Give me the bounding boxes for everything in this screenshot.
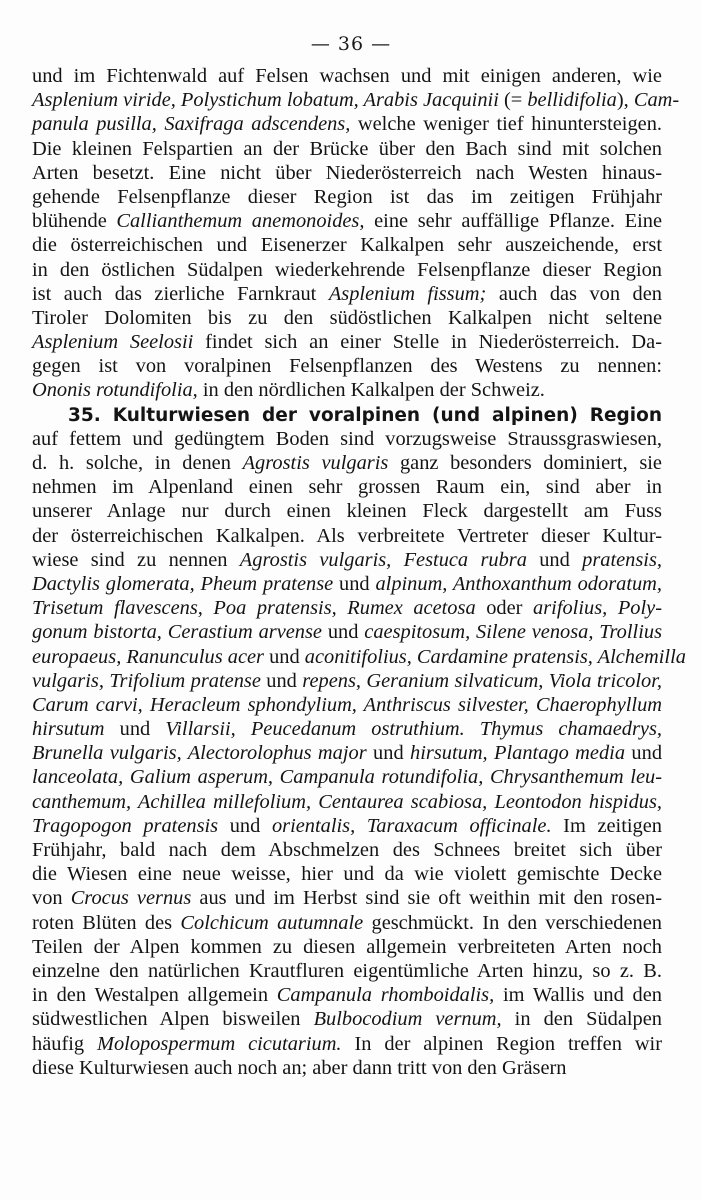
text-line <box>32 161 662 185</box>
species-name: aconitifolius, Cardamine pratensis, Alchemilla <box>304 645 686 668</box>
text-segment: die österreichischen und Eisenerzer Kalkalpen sehr auszeichende, erst <box>32 234 662 257</box>
species-name: arifolius, Poly- <box>533 597 662 620</box>
text-segment: Die kleinen Felspartien an der Brücke über den Bach sind mit solchen <box>32 137 662 160</box>
species-name: canthemum, Achillea millefolium, Centaurea scabiosa, Leontodon hispidus, <box>32 790 662 813</box>
text-segment: und <box>260 669 303 692</box>
species-name: gonum bistorta, Cerastium arvense <box>32 621 322 644</box>
text-segment: häufig <box>32 1032 97 1055</box>
text-line <box>32 838 662 862</box>
text-line <box>32 741 662 765</box>
text-segment: aus und im Herbst sind sie oft weithin mit den rosen- <box>191 887 662 910</box>
species-name: repens, Geranium silvaticum, Viola tricolor, <box>302 669 662 692</box>
text-segment: in den Westalpen allgemein <box>32 984 277 1007</box>
species-name: Campanula rhomboidalis, <box>276 984 495 1007</box>
text-line <box>32 572 662 596</box>
text-line <box>32 886 662 910</box>
species-name: orientalis, Taraxacum officinale. <box>271 814 552 837</box>
text-line <box>32 306 662 330</box>
text-line <box>32 935 662 959</box>
text-segment: und <box>322 621 365 644</box>
species-name: Colchicum autumnale <box>180 911 364 934</box>
text-segment: auch das von den <box>486 282 663 305</box>
text-line <box>32 524 662 548</box>
text-line <box>32 862 662 886</box>
text-segment: Teilen der Alpen kommen zu diesen allgemein verbreiteten Arten noch <box>32 935 662 958</box>
text-segment: diese Kulturwiesen auch noch an; aber dann tritt von den Gräsern <box>32 1056 567 1079</box>
text-segment: roten Blüten des <box>32 911 181 934</box>
species-name: Tragopogon pratensis <box>32 814 219 837</box>
text-segment: der österreichischen Kalkalpen. Als verbreitete Vertreter dieser Kultur- <box>32 524 662 547</box>
text-segment: einzelne den natürlichen Krautfluren eigentümliche Arten hinzu, so z. B. <box>32 959 662 982</box>
text-segment: blühende <box>32 210 117 233</box>
text-segment: Frühjahr, bald nach dem Abschmelzen des Schnees breitet sich über <box>32 839 662 861</box>
text-segment: die Wiesen eine neue weisse, hier und da wie violett gemischte Decke <box>32 863 662 886</box>
text-line <box>32 185 662 209</box>
text-segment: und im Fichtenwald auf Felsen wachsen und mit einigen anderen, wie <box>32 65 662 87</box>
species-name: Cam- <box>633 89 680 112</box>
text-line <box>32 717 662 741</box>
species-name: alpinum, Anthoxanthum odoratum, <box>375 572 663 595</box>
species-name: lanceolata, Galium asperum, Campanula rotundifolia, Chrysanthemum leu- <box>32 766 662 789</box>
text-segment: und <box>366 742 411 765</box>
text-segment: geschmückt. In den verschiedenen <box>363 911 662 934</box>
species-name: Agrostis vulgaris, Festuca rubra <box>239 548 527 571</box>
text-line <box>32 911 662 935</box>
text-line <box>32 499 662 523</box>
body-text <box>32 64 686 1080</box>
text-segment: welche weniger tief hinuntersteigen. <box>350 113 662 136</box>
text-segment: (= <box>498 89 528 112</box>
text-segment: wiese sind zu nennen <box>32 548 240 571</box>
species-name: Trisetum flavescens, Poa pratensis, Rumex acetosa <box>32 597 476 620</box>
text-line <box>32 378 662 402</box>
species-name: europaeus, Ranunculus acer <box>32 645 264 668</box>
species-name: Villarsii, Peucedanum ostruthium. Thymus chamaedrys, <box>165 718 663 741</box>
text-segment: ganz besonders dominiert, sie <box>388 452 662 474</box>
text-segment: und <box>526 548 583 571</box>
text-line <box>32 354 662 378</box>
text-line <box>32 620 662 644</box>
text-segment: gehende Felsenpflanze dieser Region ist das im zeitigen Frühjahr <box>32 185 662 208</box>
text-line <box>32 693 662 717</box>
text-line <box>32 814 662 838</box>
species-name: Bulbocodium vernum, <box>313 1008 502 1031</box>
species-name: vulgaris, Trifolium pratense <box>32 669 261 692</box>
text-line <box>32 137 662 161</box>
species-name: hirsutum <box>32 718 105 741</box>
text-segment: im Wallis und den <box>494 984 663 1007</box>
text-line <box>32 645 686 669</box>
text-line <box>32 596 662 620</box>
text-line <box>32 112 662 136</box>
page-number: — 36 — <box>310 33 392 55</box>
species-name: Crocus vernus <box>70 887 192 910</box>
text-segment: in den nördlichen Kalkalpen der Schweiz. <box>197 379 545 402</box>
text-segment: auf fettem und gedüngtem Boden sind vorzugsweise Straussgraswiesen, <box>32 427 662 450</box>
heading-text: 35. Kulturwiesen der voralpinen (und alpinen) Region <box>68 404 662 426</box>
text-segment: und <box>625 742 663 765</box>
species-name: Asplenium viride, Polystichum lobatum, Arabis Jacquinii <box>32 89 499 112</box>
text-segment: findet sich an einer Stelle in Niederösterreich. Da- <box>193 331 662 354</box>
species-name: pratensis, <box>582 548 662 571</box>
text-segment: ist auch das zierliche Farnkraut <box>32 282 329 305</box>
text-segment: oder <box>475 597 534 620</box>
text-line <box>32 233 662 257</box>
text-segment: und <box>333 572 376 595</box>
text-segment: unserer Anlage nur durch einen kleinen Fleck dargestellt am Fuss <box>32 500 662 523</box>
species-name: hirsutum, Plantago media <box>410 742 626 765</box>
text-line <box>32 669 662 693</box>
text-segment: d. h. solche, in denen <box>32 452 243 474</box>
text-line <box>32 258 662 282</box>
species-name: Agrostis vulgaris <box>242 452 389 474</box>
species-name: Asplenium Seelosii <box>32 331 194 354</box>
text-segment: in den Südalpen <box>501 1008 662 1031</box>
text-segment: Im zeitigen <box>551 814 662 837</box>
species-name: Carum carvi, Heracleum sphondylium, Anthriscus silvester, Chaerophyllum <box>32 693 662 716</box>
species-name: caespitosum, Silene venosa, Trollius <box>364 621 663 644</box>
text-line <box>32 1056 662 1080</box>
text-line <box>32 765 662 789</box>
text-segment: ), <box>616 89 634 112</box>
text-segment: von <box>32 887 71 910</box>
text-line <box>32 1032 662 1056</box>
text-line <box>32 1007 662 1031</box>
species-name: Asplenium fissum; <box>328 282 487 305</box>
text-line <box>32 451 662 475</box>
text-segment: nehmen im Alpenland einen sehr grossen Raum ein, sind aber in <box>32 476 662 499</box>
text-segment: eine sehr auffällige Pflanze. Eine <box>364 210 662 233</box>
text-segment: gegen ist von voralpinen Felsenpflanzen des Westens zu nennen: <box>32 355 662 378</box>
text-line <box>32 959 662 983</box>
text-line <box>32 790 662 814</box>
species-name: Molopospermum cicutarium. <box>97 1032 342 1055</box>
text-line <box>32 983 662 1007</box>
text-segment: in den östlichen Südalpen wiederkehrende Felsenpflanze dieser Region <box>32 258 662 281</box>
section-heading <box>32 403 662 427</box>
text-line <box>32 209 662 233</box>
species-name: bellidifolia <box>527 89 617 112</box>
species-name: Brunella vulgaris, Alectorolophus major <box>32 742 367 765</box>
text-segment: südwestlichen Alpen bisweilen <box>32 1008 314 1031</box>
text-segment: und <box>218 814 272 837</box>
text-line <box>32 548 662 572</box>
species-name: Dactylis glomerata, Pheum pratense <box>32 572 334 595</box>
text-line <box>32 427 662 451</box>
species-name: Ononis rotundifolia, <box>32 379 198 402</box>
text-line <box>32 64 662 88</box>
species-name: Callianthemum anemonoides, <box>116 210 365 233</box>
text-segment: und <box>104 718 166 741</box>
text-segment: Tiroler Dolomiten bis zu den südöstlichen Kalkalpen nicht seltene <box>32 306 662 329</box>
text-segment: In der alpinen Region treffen wir <box>341 1032 663 1055</box>
text-line <box>32 330 662 354</box>
text-segment: Arten besetzt. Eine nicht über Niederösterreich nach Westen hinaus- <box>32 161 662 184</box>
text-line <box>32 475 662 499</box>
text-line <box>32 282 662 306</box>
species-name: panula pusilla, Saxifraga adscendens, <box>32 113 351 136</box>
text-line <box>32 88 680 112</box>
text-segment: und <box>264 645 305 668</box>
